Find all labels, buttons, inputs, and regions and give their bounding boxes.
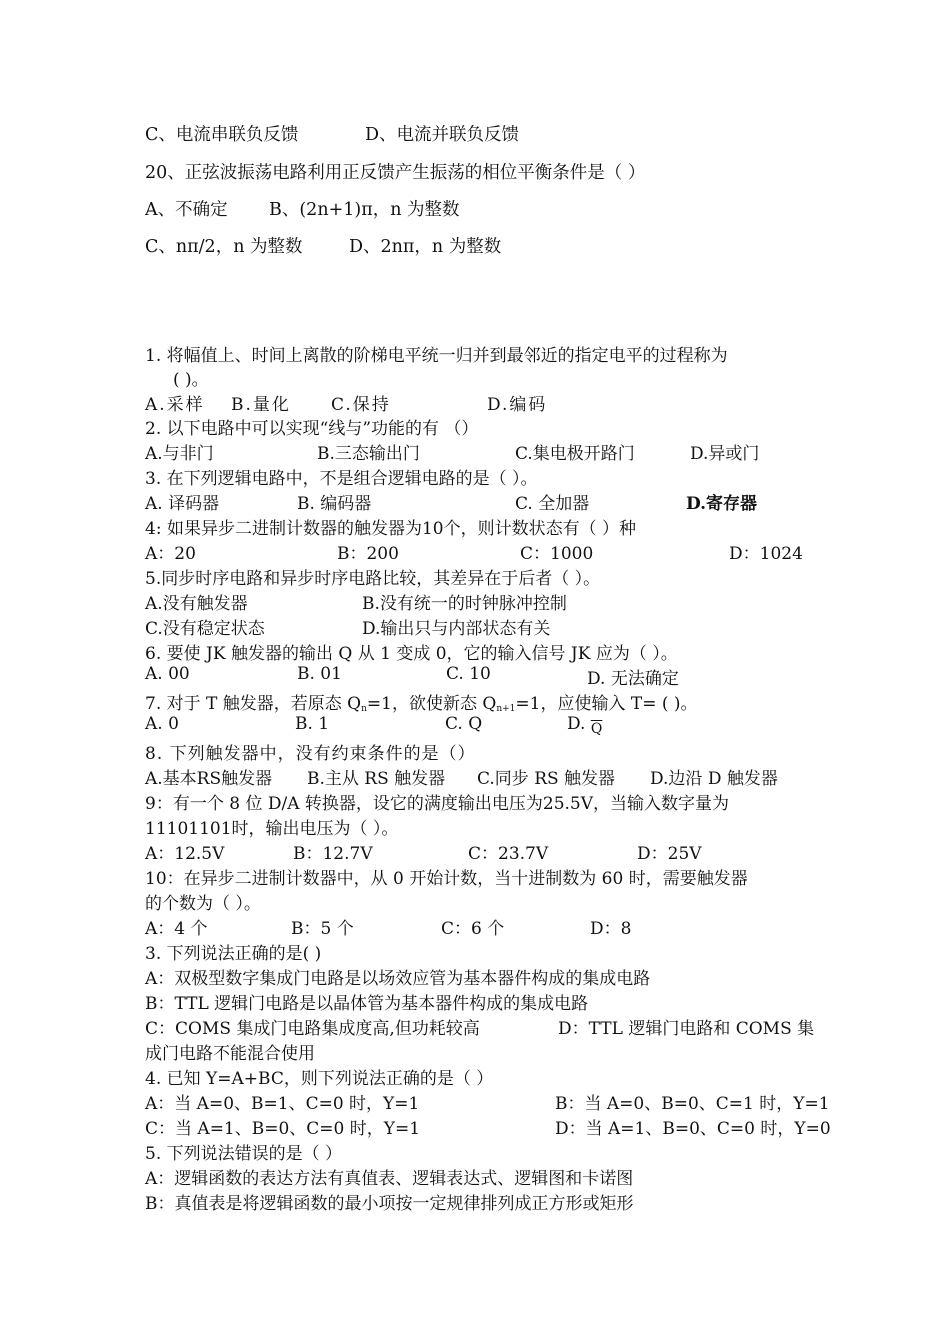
option-b: B：5 个: [291, 919, 354, 939]
option-d: D.输出只与内部状态有关: [362, 619, 551, 639]
question-3b-option-b: B：TTL 逻辑门电路是以晶体管为基本器件构成的集成电路: [145, 994, 589, 1014]
question-7-text-a: 7. 对于 T 触发器，若原态 Q: [145, 694, 362, 714]
option-a: A：4 个: [145, 919, 208, 939]
option-b: B. 编码器: [297, 494, 372, 514]
option-c: C、nπ/2，n 为整数: [145, 237, 303, 257]
option-b: B.量化: [231, 395, 291, 415]
question-9-continuation: 11101101时，输出电压为（ ）。: [145, 819, 399, 839]
question-3: 3. 在下列逻辑电路中，不是组合逻辑电路的是（ ）。: [145, 469, 538, 489]
option-a: A.基本RS触发器: [145, 769, 273, 789]
q-bar: Q: [590, 721, 603, 737]
question-3b-continuation: 成门电路不能混合使用: [145, 1044, 315, 1064]
option-b: B.三态输出门: [317, 444, 420, 464]
option-b: B. 1: [295, 714, 330, 734]
question-6: 6. 要使 JK 触发器的输出 Q 从 1 变成 0，它的输入信号 JK 应为（ ）。: [145, 644, 678, 664]
option-a: A. 0: [145, 714, 179, 734]
question-5b-option-b: B：真值表是将逻辑函数的最小项按一定规律排列成正方形或矩形: [145, 1194, 634, 1214]
option-d: D. 无法确定: [587, 669, 679, 689]
question-7-text-b: =1，欲使新态 Q: [366, 694, 497, 714]
option-b: B.没有统一的时钟脉冲控制: [362, 594, 567, 614]
question-1-continuation: ( )。: [173, 370, 209, 390]
option-a: A. 00: [145, 664, 190, 684]
question-10-continuation: 的个数为（ ）。: [145, 894, 261, 914]
option-a: A：12.5V: [145, 844, 225, 864]
question-1: 1. 将幅值上、时间上离散的阶梯电平统一归并到最邻近的指定电平的过程称为: [145, 346, 728, 366]
option-c: C.没有稳定状态: [145, 619, 265, 639]
option-c: C. 全加器: [515, 494, 590, 514]
option-c: C：1000: [520, 544, 594, 564]
option-c: C：23.7V: [468, 844, 549, 864]
option-c: C. Q: [445, 714, 483, 734]
question-list: [145, 0, 831, 1344]
option-b: B：12.7V: [293, 844, 373, 864]
option-d: D.寄存器: [686, 494, 758, 514]
option-d: [567, 714, 603, 737]
question-7: [145, 689, 698, 714]
option-c: C：当 A=1、B=0、C=0 时，Y=1: [145, 1119, 421, 1139]
option-d: D、电流并联负反馈: [365, 125, 520, 145]
option-d: D.边沿 D 触发器: [650, 769, 778, 789]
option-d: D：25V: [637, 844, 702, 864]
option-c: C：6 个: [441, 919, 505, 939]
question-5: 5.同步时序电路和异步时序电路比较，其差异在于后者（ ）。: [145, 569, 601, 589]
question-8: 8. 下列触发器中，没有约束条件的是（）: [145, 744, 476, 764]
option-d: D：TTL 逻辑门电路和 COMS 集: [558, 1019, 815, 1039]
option-b: B.主从 RS 触发器: [307, 769, 446, 789]
option-d: D、2nπ，n 为整数: [349, 237, 502, 257]
option-c: C：COMS 集成门电路集成度高,但功耗较高: [145, 1019, 480, 1039]
question-7-text-c: =1，应使输入 T= ( )。: [515, 694, 698, 714]
question-20: 20、正弦波振荡电路利用正反馈产生振荡的相位平衡条件是（ ）: [145, 163, 646, 183]
option-c: C.同步 RS 触发器: [477, 769, 616, 789]
question-5b-option-a: A：逻辑函数的表达方法有真值表、逻辑表达式、逻辑图和卡诺图: [145, 1169, 634, 1189]
option-b: B：200: [337, 544, 399, 564]
question-4: 4: 如果异步二进制计数器的触发器为10个，则计数状态有（ ）种: [145, 519, 636, 539]
option-a: A：20: [145, 544, 196, 564]
option-d: D：1024: [729, 544, 803, 564]
option-a: A：当 A=0、B=1、C=0 时，Y=1: [145, 1094, 420, 1114]
question-3b: 3. 下列说法正确的是( ): [145, 944, 322, 964]
question-10: 10：在异步二进制计数器中，从 0 开始计数，当十进制数为 60 时，需要触发器: [145, 869, 748, 889]
question-3b-option-a: A：双极型数字集成门电路是以场效应管为基本器件构成的集成电路: [145, 969, 651, 989]
option-c: C、电流串联负反馈: [145, 125, 299, 145]
option-d: D：当 A=1、B=0、C=0 时，Y=0: [555, 1119, 831, 1139]
option-c: C.保持: [331, 395, 391, 415]
option-d-prefix: D.: [567, 714, 586, 734]
option-d: D：8: [590, 919, 632, 939]
subscript-n: n: [361, 704, 367, 714]
option-b: B、(2n+1)π，n 为整数: [269, 200, 460, 220]
question-4b: 4. 已知 Y=A+BC，则下列说法正确的是（ ）: [145, 1069, 494, 1089]
option-c: C. 10: [446, 664, 491, 684]
option-a: A、不确定: [145, 200, 228, 220]
option-a: A.与非门: [145, 444, 214, 464]
question-5b: 5. 下列说法错误的是（ ）: [145, 1144, 343, 1164]
option-c: C.集电极开路门: [515, 444, 635, 464]
option-b: B. 01: [297, 664, 342, 684]
option-a: A. 译码器: [145, 494, 220, 514]
option-a: A.没有触发器: [145, 594, 248, 614]
option-d: D.编码: [487, 395, 548, 415]
question-2: 2. 以下电路中可以实现“线与”功能的有 （）: [145, 419, 479, 439]
option-d: D.异或门: [690, 444, 760, 464]
subscript-n1: n+1: [496, 704, 516, 714]
option-b: B：当 A=0、B=0、C=1 时，Y=1: [555, 1094, 830, 1114]
question-9: 9：有一个 8 位 D/A 转换器，设它的满度输出电压为25.5V，当输入数字量为: [145, 794, 730, 814]
option-a: A.采样: [145, 395, 205, 415]
